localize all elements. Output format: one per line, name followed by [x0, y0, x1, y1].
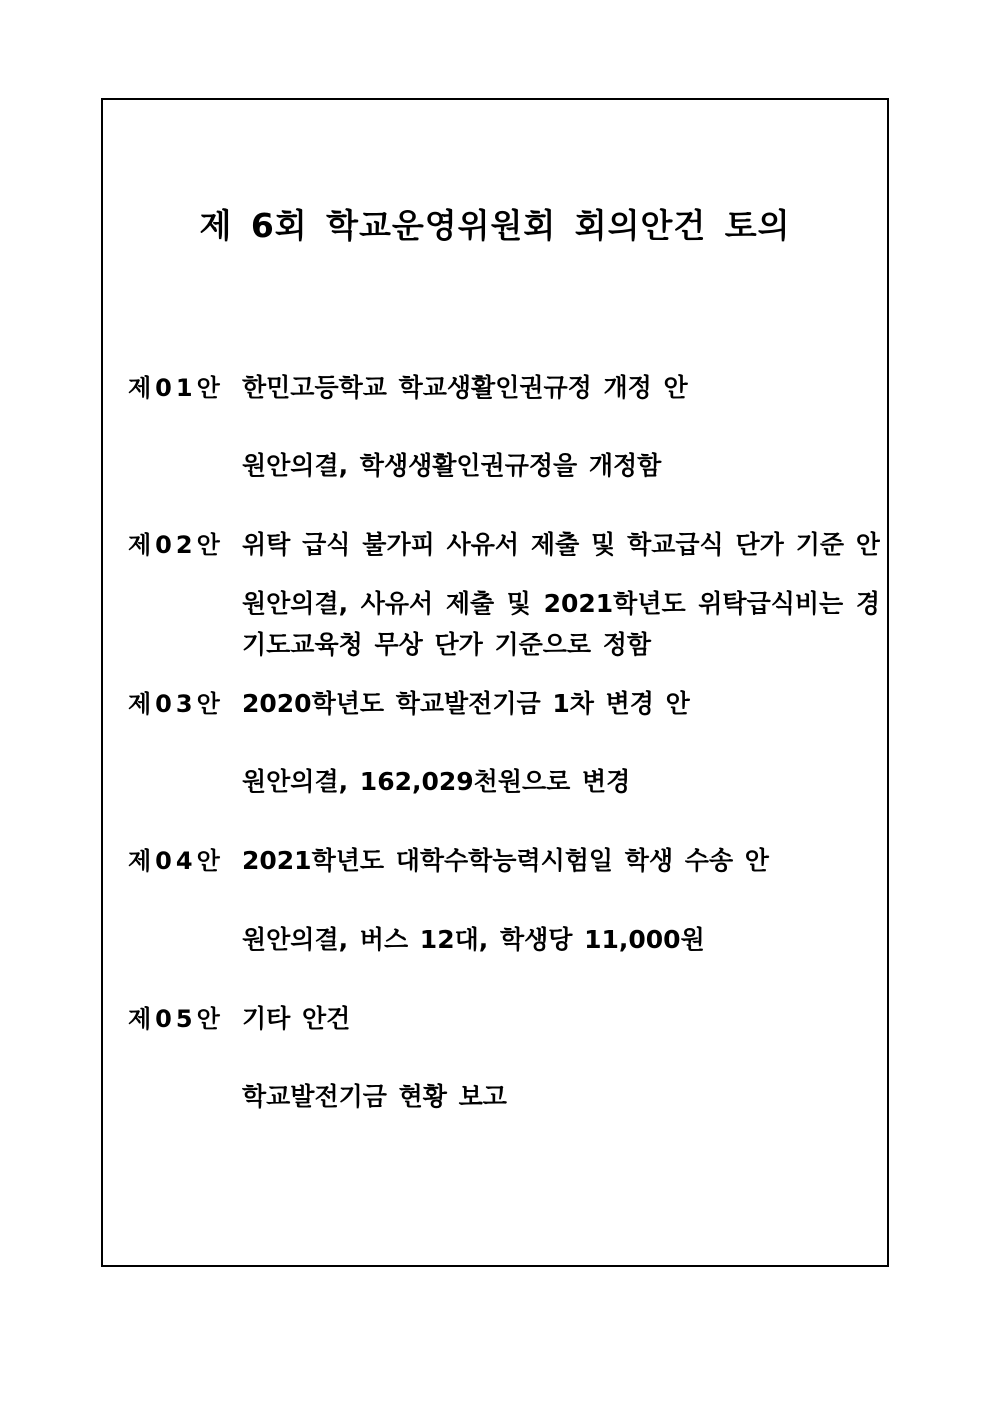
agenda-1-subject: 한민고등학교 학교생활인권규정 개정 안 — [242, 373, 688, 402]
agenda-1-result: 원안의결, 학생생활인권규정을 개정함 — [242, 451, 662, 480]
agenda-3-subject: 2020학년도 학교발전기금 1차 변경 안 — [242, 689, 690, 718]
agenda-1-label: 제01안 — [128, 374, 224, 402]
agenda-2-result-line-2: 기도교육청 무상 단가 기준으로 정함 — [242, 630, 652, 659]
agenda-3-result: 원안의결, 162,029천원으로 변경 — [242, 767, 631, 796]
agenda-4-subject: 2021학년도 대학수학능력시험일 학생 수송 안 — [242, 846, 769, 875]
agenda-5-label: 제05안 — [128, 1005, 224, 1033]
agenda-5-result: 학교발전기금 현황 보고 — [242, 1082, 507, 1111]
document-title: 제 6회 학교운영위원회 회의안건 토의 — [199, 206, 791, 245]
agenda-2-result-line-1: 원안의결, 사유서 제출 및 2021학년도 위탁급식비는 경 — [242, 589, 880, 618]
agenda-3-label: 제03안 — [128, 690, 224, 718]
agenda-4-label: 제04안 — [128, 847, 224, 875]
agenda-2-label: 제02안 — [128, 531, 224, 559]
agenda-2-subject: 위탁 급식 불가피 사유서 제출 및 학교급식 단가 기준 안 — [242, 530, 880, 559]
agenda-5-subject: 기타 안건 — [242, 1004, 351, 1033]
agenda-4-result: 원안의결, 버스 12대, 학생당 11,000원 — [242, 925, 705, 954]
